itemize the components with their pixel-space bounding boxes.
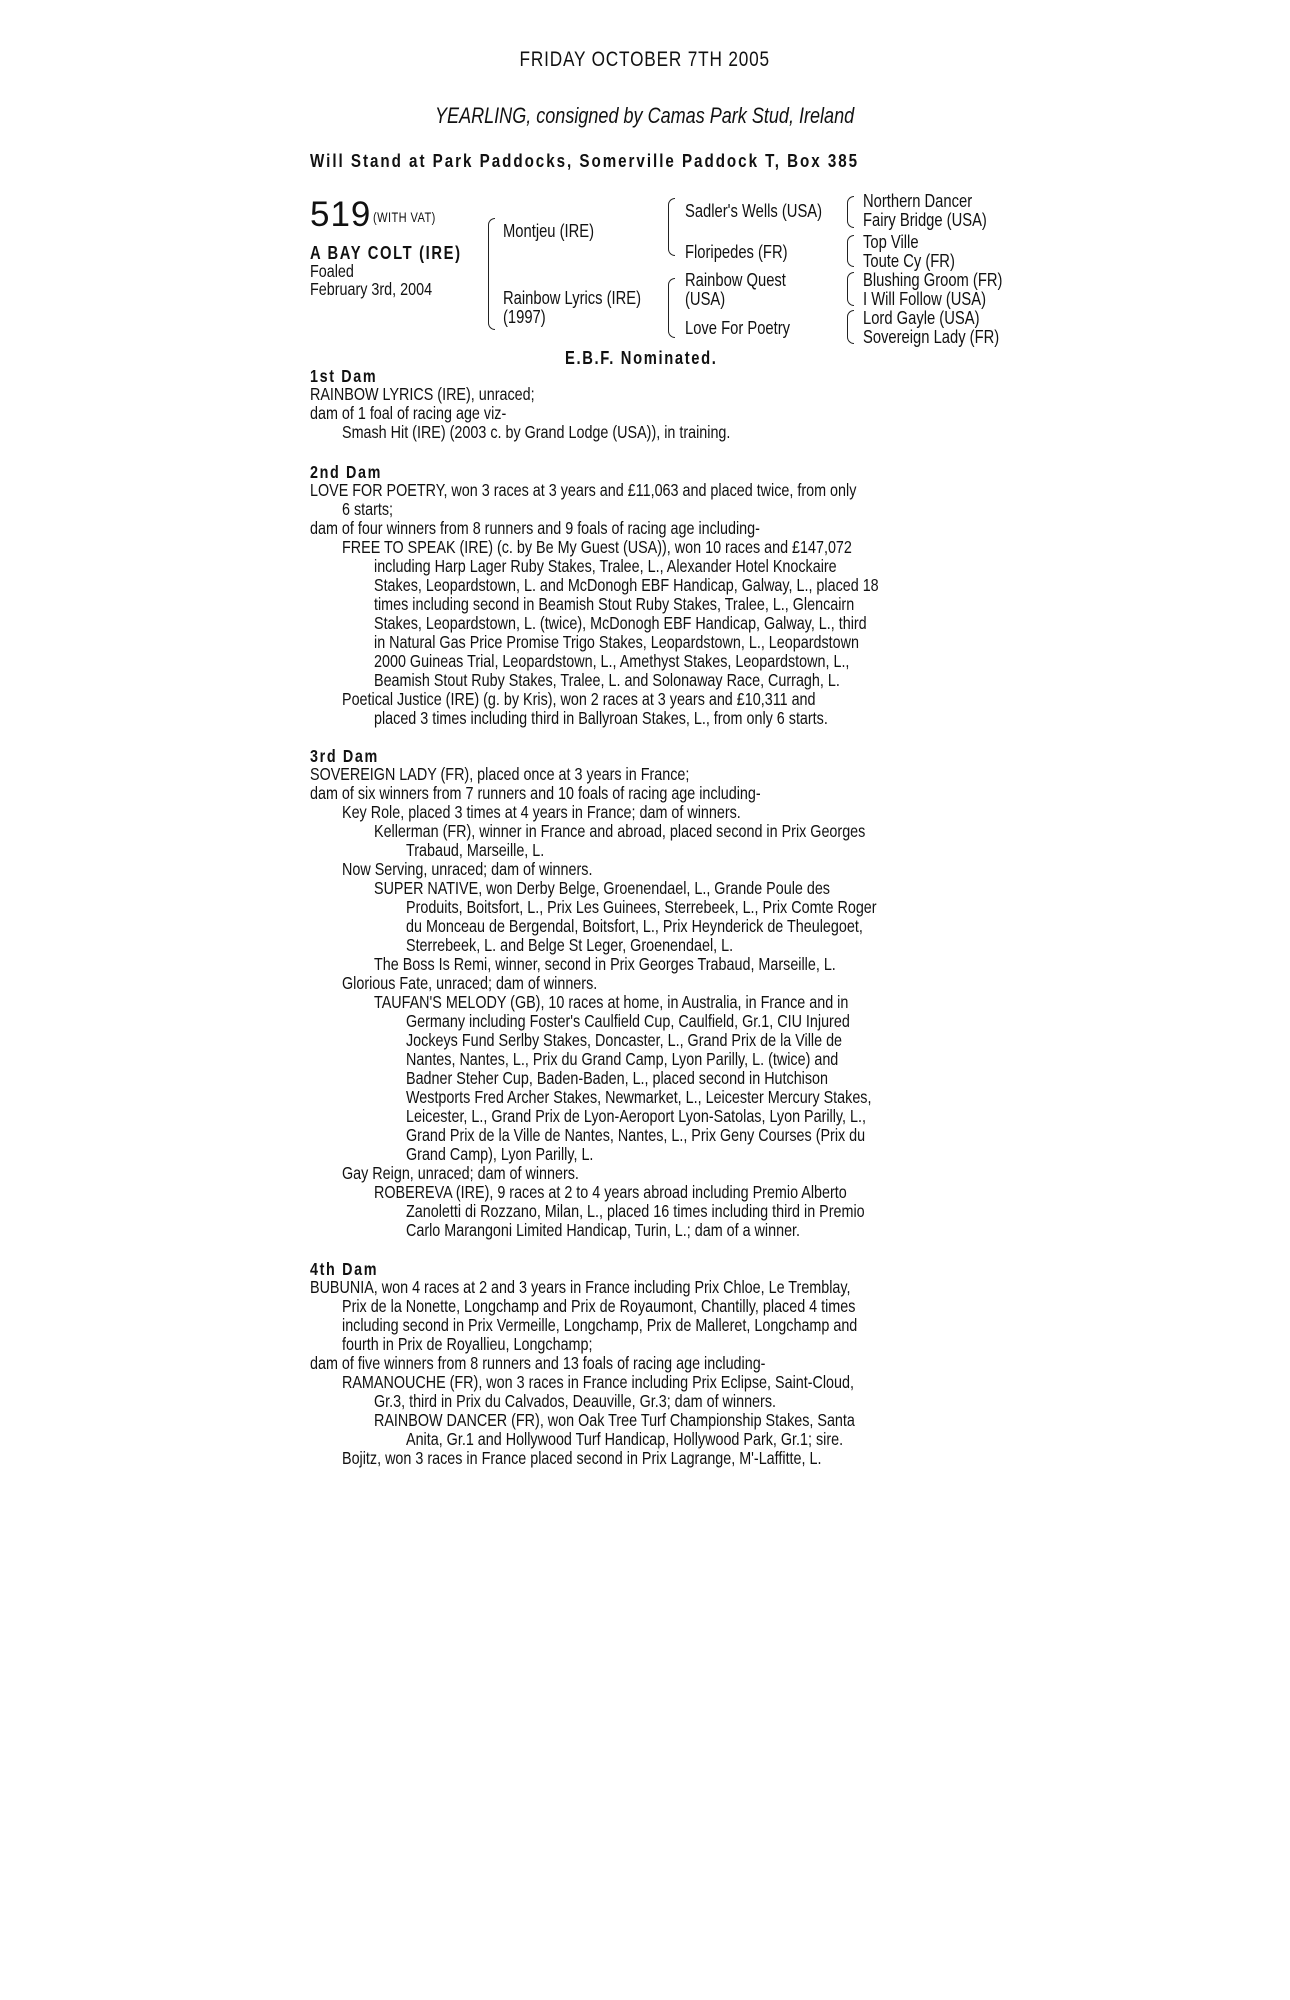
third-dam-line: Now Serving, unraced; dam of winners. (342, 859, 593, 879)
foaled-label: Foaled (310, 261, 354, 281)
third-dam-line: Key Role, placed 3 times at 4 years in France; dam of winners. (342, 802, 741, 822)
third-dam-line: Nantes, Nantes, L., Prix du Grand Camp, Lyon Parilly, L. (twice) and (406, 1049, 839, 1069)
fourth-dam-line: Gr.3, third in Prix du Calvados, Deauville, Gr.3; dam of winners. (374, 1391, 776, 1411)
fourth-dam-line: including second in Prix Vermeille, Longchamp, Prix de Malleret, Longchamp and (342, 1315, 858, 1335)
third-dam-line: Glorious Fate, unraced; dam of winners. (342, 973, 598, 993)
first-dam-line: RAINBOW LYRICS (IRE), unraced; (310, 384, 535, 404)
brace-sire-parents (668, 198, 675, 256)
third-dam-line: Zanoletti di Rozzano, Milan, L., placed 16 times including third in Premio (406, 1201, 865, 1221)
second-dam-line: Stakes, Leopardstown, L. and McDonogh EBF Handicap, Galway, L., placed 18 (374, 575, 879, 595)
brace-g3-2 (847, 235, 854, 267)
second-dam-line: 6 starts; (342, 499, 394, 519)
brace-generation-1 (488, 218, 495, 330)
fourth-dam-line: Prix de la Nonette, Longchamp and Prix de Royaumont, Chantilly, placed 4 times (342, 1296, 856, 1316)
second-dam-line: Poetical Justice (IRE) (g. by Kris), won 2 races at 3 years and £10,311 and (342, 689, 816, 709)
second-dam-heading: 2nd Dam (310, 462, 383, 482)
pedigree-g3-8: Sovereign Lady (FR) (863, 327, 1000, 347)
third-dam-line: The Boss Is Remi, winner, second in Prix Georges Trabaud, Marseille, L. (374, 954, 836, 974)
third-dam-line: Jockeys Fund Serlby Stakes, Doncaster, L., Grand Prix de la Ville de (406, 1030, 843, 1050)
fourth-dam-line: fourth in Prix de Royallieu, Longchamp; (342, 1334, 593, 1354)
pedigree-g3-3: Top Ville (863, 232, 919, 252)
brace-g3-3 (847, 272, 854, 306)
second-dam-line: in Natural Gas Price Promise Trigo Stakes, Leopardstown, L., Leopardstown (374, 632, 859, 652)
fourth-dam-line: Anita, Gr.1 and Hollywood Turf Handicap, Hollywood Park, Gr.1; sire. (406, 1429, 844, 1449)
third-dam-line: dam of six winners from 7 runners and 10 foals of racing age including- (310, 783, 761, 803)
pedigree-g3-2: Fairy Bridge (USA) (863, 210, 987, 230)
third-dam-heading: 3rd Dam (310, 746, 379, 766)
third-dam-line: Westports Fred Archer Stakes, Newmarket, L., Leicester Mercury Stakes, (406, 1087, 872, 1107)
fourth-dam-heading: 4th Dam (310, 1259, 379, 1279)
third-dam-line: Produits, Boitsfort, L., Prix Les Guinees, Sterrebeek, L., Prix Comte Roger (406, 897, 877, 917)
third-dam-line: Grand Prix de la Ville de Nantes, Nantes, L., Prix Geny Courses (Prix du (406, 1125, 866, 1145)
second-dam-line: Stakes, Leopardstown, L. (twice), McDonogh EBF Handicap, Galway, L., third (374, 613, 867, 633)
third-dam-line: Sterrebeek, L. and Belge St Leger, Groenendael, L. (406, 935, 734, 955)
second-dam-line: Beamish Stout Ruby Stakes, Tralee, L. and Solonaway Race, Curragh, L. (374, 670, 840, 690)
pedigree-g3-6: I Will Follow (USA) (863, 289, 987, 309)
second-dam-line: placed 3 times including third in Ballyroan Stakes, L., from only 6 starts. (374, 708, 828, 728)
second-dam-line: times including second in Beamish Stout Ruby Stakes, Tralee, L., Glencairn (374, 594, 855, 614)
third-dam-line: Gay Reign, unraced; dam of winners. (342, 1163, 579, 1183)
vat-note: (WITH VAT) (373, 210, 436, 225)
second-dam-line: 2000 Guineas Trial, Leopardstown, L., Amethyst Stakes, Leopardstown, L., (374, 651, 850, 671)
pedigree-sire: Montjeu (IRE) (503, 221, 595, 241)
third-dam-line: Grand Camp), Lyon Parilly, L. (406, 1144, 594, 1164)
fourth-dam-line: RAINBOW DANCER (FR), won Oak Tree Turf Championship Stakes, Santa (374, 1410, 855, 1430)
pedigree-g3-1: Northern Dancer (863, 191, 973, 211)
pedigree-g3-7: Lord Gayle (USA) (863, 308, 980, 328)
third-dam-line: SOVEREIGN LADY (FR), placed once at 3 years in France; (310, 764, 690, 784)
second-dam-line: LOVE FOR POETRY, won 3 races at 3 years and £11,063 and placed twice, from only (310, 480, 857, 500)
fourth-dam-line: BUBUNIA, won 4 races at 2 and 3 years in France including Prix Chloe, Le Tremblay, (310, 1277, 851, 1297)
third-dam-line: Leicester, L., Grand Prix de Lyon-Aeroport Lyon-Satolas, Lyon Parilly, L., (406, 1106, 866, 1126)
pedigree-g3-4: Toute Cy (FR) (863, 251, 955, 271)
ebf-nomination: E.B.F. Nominated. (565, 348, 718, 368)
third-dam-line: ROBEREVA (IRE), 9 races at 2 to 4 years abroad including Premio Alberto (374, 1182, 847, 1202)
foaled-date: February 3rd, 2004 (310, 279, 433, 299)
third-dam-line: Kellerman (FR), winner in France and abroad, placed second in Prix Georges (374, 821, 866, 841)
third-dam-line: Badner Steher Cup, Baden-Baden, L., placed second in Hutchison (406, 1068, 829, 1088)
pedigree-dam-sire-origin: (USA) (685, 289, 726, 309)
stand-location: Will Stand at Park Paddocks, Somerville Paddock T, Box 385 (310, 150, 860, 171)
fourth-dam-line: Bojitz, won 3 races in France placed second in Prix Lagrange, M'-Laffitte, L. (342, 1448, 822, 1468)
third-dam-line: SUPER NATIVE, won Derby Belge, Groenendael, L., Grande Poule des (374, 878, 830, 898)
first-dam-line: Smash Hit (IRE) (2003 c. by Grand Lodge (USA)), in training. (342, 422, 731, 442)
second-dam-line: including Harp Lager Ruby Stakes, Tralee, L., Alexander Hotel Knockaire (374, 556, 837, 576)
third-dam-line: Carlo Marangoni Limited Handicap, Turin, L.; dam of a winner. (406, 1220, 801, 1240)
consignor-line: YEARLING, consigned by Camas Park Stud, Ireland (435, 103, 855, 128)
brace-g3-1 (847, 196, 854, 228)
pedigree-sire-sire: Sadler's Wells (USA) (685, 201, 823, 221)
third-dam-line: Trabaud, Marseille, L. (406, 840, 545, 860)
second-dam-line: dam of four winners from 8 runners and 9 foals of racing age including- (310, 518, 760, 538)
pedigree-dam-sire: Rainbow Quest (685, 270, 786, 290)
first-dam-heading: 1st Dam (310, 366, 378, 386)
third-dam-line: du Monceau de Bergendal, Boitsfort, L., Prix Heynderick de Theulegoet, (406, 916, 863, 936)
lot-number: 519 (310, 195, 372, 234)
sale-date: FRIDAY OCTOBER 7TH 2005 (519, 48, 771, 71)
third-dam-line: Germany including Foster's Caulfield Cup, Caulfield, Gr.1, CIU Injured (406, 1011, 850, 1031)
pedigree-dam: Rainbow Lyrics (IRE) (503, 288, 642, 308)
pedigree-dam-dam: Love For Poetry (685, 318, 791, 338)
pedigree-sire-dam: Floripedes (FR) (685, 242, 788, 262)
pedigree-dam-year: (1997) (503, 307, 546, 327)
fourth-dam-line: RAMANOUCHE (FR), won 3 races in France including Prix Eclipse, Saint-Cloud, (342, 1372, 854, 1392)
brace-dam-parents (668, 278, 675, 338)
brace-g3-4 (847, 310, 854, 344)
pedigree-g3-5: Blushing Groom (FR) (863, 270, 1003, 290)
fourth-dam-line: dam of five winners from 8 runners and 13 foals of racing age including- (310, 1353, 766, 1373)
third-dam-line: TAUFAN'S MELODY (GB), 10 races at home, in Australia, in France and in (374, 992, 849, 1012)
second-dam-line: FREE TO SPEAK (IRE) (c. by Be My Guest (USA)), won 10 races and £147,072 (342, 537, 852, 557)
first-dam-line: dam of 1 foal of racing age viz- (310, 403, 507, 423)
lot-description: A BAY COLT (IRE) (310, 243, 462, 263)
